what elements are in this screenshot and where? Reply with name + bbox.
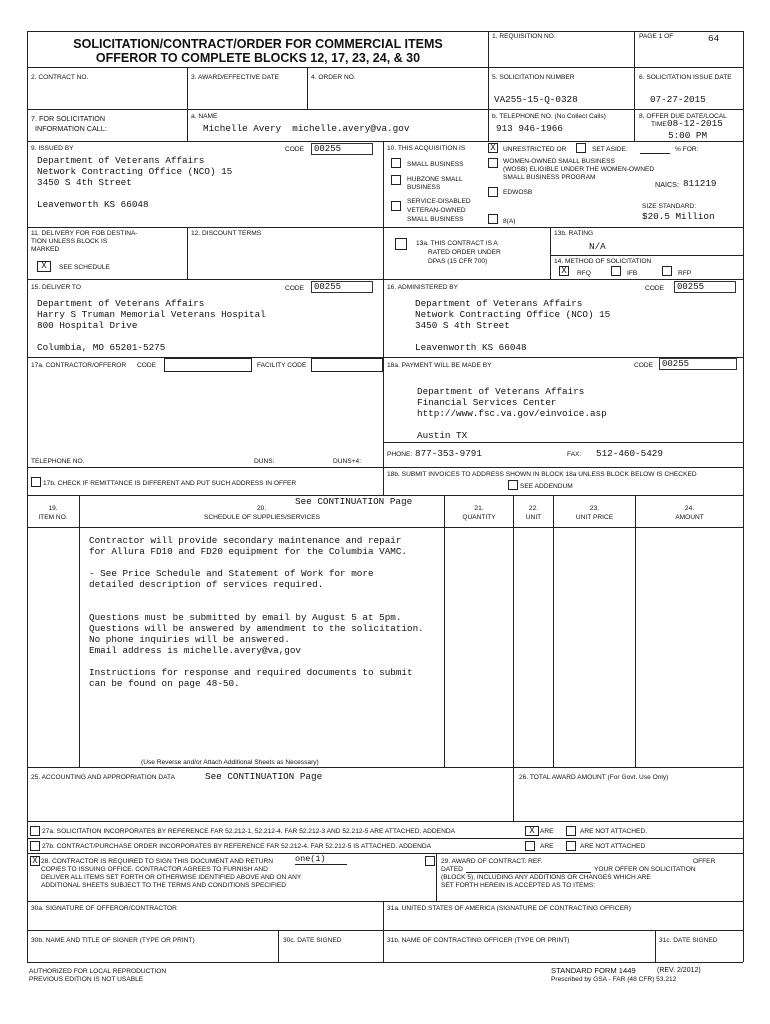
award-offer-label: OFFER bbox=[693, 858, 716, 865]
award-your-offer: YOUR OFFER ON SOLICITATION bbox=[594, 866, 696, 873]
frame-top bbox=[27, 31, 743, 32]
time-label: TIME bbox=[651, 121, 667, 128]
line bbox=[383, 357, 384, 495]
payment-code-label: CODE bbox=[634, 362, 654, 369]
line bbox=[27, 821, 743, 822]
issued-by-line1: Department of Veterans Affairs bbox=[37, 155, 205, 166]
accounting-value: See CONTINUATION Page bbox=[205, 771, 323, 782]
line bbox=[27, 357, 743, 358]
fax-label: FAX: bbox=[567, 451, 582, 458]
size-standard-value: $20.5 Million bbox=[642, 211, 715, 222]
offer-due-date: 08-12-2015 bbox=[667, 118, 723, 129]
payment-code: 00255 bbox=[659, 358, 737, 370]
line bbox=[444, 495, 445, 767]
eight-a-label: 8(A) bbox=[503, 218, 516, 225]
award-checkbox[interactable] bbox=[425, 856, 435, 866]
delivery-fob-label-3: MARKED bbox=[31, 246, 60, 253]
contractor-code-label: CODE bbox=[137, 362, 157, 369]
schedule-header: SCHEDULE OF SUPPLIES/SERVICES bbox=[203, 514, 321, 521]
eight-a-checkbox[interactable] bbox=[488, 214, 498, 224]
administered-by-line5: Leavenworth KS 66048 bbox=[415, 342, 527, 353]
ifb-checkbox[interactable] bbox=[611, 266, 621, 276]
award-line1: 29. AWARD OF CONTRACT: REF. bbox=[441, 858, 543, 865]
offer-due-time: 5:00 PM bbox=[668, 130, 708, 141]
contractor-sign-checkbox[interactable]: X bbox=[30, 856, 40, 866]
deliver-to-code: 00255 bbox=[311, 281, 373, 293]
line bbox=[27, 109, 743, 110]
facility-code-label: FACILITY CODE bbox=[257, 362, 307, 369]
line bbox=[655, 930, 656, 962]
payment-by-line5: Austin TX bbox=[417, 430, 468, 441]
schedule-text-11: Email address is michelle.avery@va,gov bbox=[89, 645, 302, 656]
schedule-num: 20. bbox=[257, 505, 267, 512]
line bbox=[307, 67, 308, 109]
wosb-label-1: WOMEN-OWNED SMALL BUSINESS bbox=[503, 158, 615, 165]
see-addendum-checkbox[interactable] bbox=[508, 480, 518, 490]
ifb-label: IFB bbox=[627, 270, 638, 277]
unit-price-header: UNIT PRICE bbox=[575, 514, 614, 521]
solicitation-number: VA255-15-Q-0328 bbox=[494, 94, 578, 105]
contractor-sign-line3: DELIVER ALL ITEMS SET FORTH OR OTHERWISE IDENTIFIED ABOVE AND ON ANY bbox=[41, 874, 302, 881]
contact-name-email: Michelle Avery michelle.avery@va.gov bbox=[203, 123, 410, 134]
hubzone-checkbox[interactable] bbox=[391, 175, 401, 185]
method-label: 14. METHOD OF SOLICITATION bbox=[554, 258, 652, 265]
line bbox=[383, 901, 384, 962]
addenda-are-label: ARE bbox=[540, 828, 554, 835]
rfp-checkbox[interactable] bbox=[662, 266, 672, 276]
edwosb-checkbox[interactable] bbox=[488, 187, 498, 197]
deliver-to-line2: Harry S Truman Memorial Veterans Hospital bbox=[37, 309, 266, 320]
unit-price-num: 23. bbox=[589, 505, 600, 512]
size-standard-label: SIZE STANDARD: bbox=[642, 203, 697, 210]
unit-header: UNIT bbox=[525, 514, 542, 521]
see-schedule-checkbox[interactable]: X bbox=[37, 261, 51, 272]
delivery-fob-label-2: TION UNLESS BLOCK IS bbox=[31, 238, 108, 245]
sdvosb-label-2: VETERAN-OWNED bbox=[407, 207, 466, 214]
rated-order-checkbox[interactable] bbox=[395, 238, 407, 250]
accounting-label: 25. ACCOUNTING AND APPROPRIATION DATA bbox=[31, 774, 175, 781]
line bbox=[27, 838, 743, 839]
frame-bottom bbox=[27, 962, 743, 963]
quantity-header: QUANTITY bbox=[462, 514, 496, 521]
contractor-code-field[interactable] bbox=[164, 358, 252, 372]
form-title-line1: SOLICITATION/CONTRACT/ORDER FOR COMMERCIAL ITEMS bbox=[73, 37, 443, 51]
deliver-to-code-label: CODE bbox=[285, 285, 305, 292]
rfq-checkbox[interactable]: X bbox=[559, 266, 569, 276]
set-aside-checkbox[interactable] bbox=[576, 143, 586, 153]
deliver-to-line5: Columbia, MO 65201-5275 bbox=[37, 342, 166, 353]
schedule-text-14: can be found on page 48-50. bbox=[89, 678, 240, 689]
form-title-line2: OFFEROR TO COMPLETE BLOCKS 12, 17, 23, 24, & 30 bbox=[95, 51, 421, 65]
administered-by-line1: Department of Veterans Affairs bbox=[415, 298, 583, 309]
issued-by-line3: 3450 S 4th Street bbox=[37, 177, 132, 188]
line bbox=[187, 67, 188, 109]
item-no-num: 19. bbox=[48, 505, 58, 512]
line bbox=[436, 853, 437, 901]
signer-name-label: 30b. NAME AND TITLE OF SIGNER (TYPE OR PRINT) bbox=[31, 937, 195, 944]
contractor-label: 17a. CONTRACTOR/OFFEROR bbox=[31, 362, 127, 369]
line bbox=[513, 495, 514, 767]
rated-order-label-3: DPAS (15 CFR 700) bbox=[428, 258, 488, 265]
acquisition-label: 10. THIS ACQUISITION IS bbox=[387, 145, 466, 152]
requisition-no-label: 1. REQUISITION NO. bbox=[492, 33, 556, 40]
clause-27b-checkbox[interactable] bbox=[30, 841, 40, 851]
see-schedule-label: SEE SCHEDULE bbox=[59, 264, 110, 271]
addenda-b-not-label: ARE NOT ATTACHED bbox=[580, 843, 646, 850]
naics-label: NAICS: bbox=[655, 180, 679, 189]
deliver-to-label: 15. DELIVER TO bbox=[31, 284, 81, 291]
pct-for-label: % FOR: bbox=[675, 146, 699, 153]
solicitation-number-label: 5. SOLICITATION NUMBER bbox=[492, 74, 575, 81]
line bbox=[27, 901, 743, 902]
line bbox=[187, 227, 188, 279]
rating-label: 13b. RATING bbox=[554, 230, 594, 237]
page-total: 64 bbox=[708, 33, 720, 44]
administered-by-line2: Network Contracting Office (NCO) 15 bbox=[415, 309, 611, 320]
order-no-label: 4. ORDER NO. bbox=[311, 74, 356, 81]
wosb-label-2: (WOSB) ELIGIBLE UNDER THE WOMEN-OWNED bbox=[503, 166, 655, 173]
addenda-b-not-checkbox[interactable] bbox=[566, 841, 576, 851]
sdvosb-label-1: SERVICE-DISABLED bbox=[407, 198, 471, 205]
line bbox=[187, 109, 188, 141]
line bbox=[278, 930, 279, 962]
contractor-sign-line4: ADDITIONAL SHEETS SUBJECT TO THE TERMS AND CONDITIONS SPECIFIED bbox=[41, 882, 286, 889]
set-aside-pct-line bbox=[640, 153, 670, 154]
page-label: PAGE 1 OF bbox=[639, 33, 674, 40]
footer-prescribed: Prescribed by GSA - FAR (48 CFR) 53.212 bbox=[551, 976, 677, 983]
issue-date: 07-27-2015 bbox=[650, 94, 706, 105]
for-solicitation-label: 7. FOR SOLICITATION bbox=[31, 114, 106, 123]
issued-by-label: 9. ISSUED BY bbox=[31, 145, 74, 152]
hubzone-label-1: HUBZONE SMALL bbox=[407, 176, 463, 183]
line bbox=[488, 31, 489, 141]
line bbox=[635, 495, 636, 767]
award-date-label: 3. AWARD/EFFECTIVE DATE bbox=[191, 74, 280, 81]
line bbox=[634, 31, 635, 67]
contract-no-label: 2. CONTRACT NO. bbox=[31, 74, 89, 81]
line bbox=[383, 141, 384, 357]
deliver-to-line1: Department of Veterans Affairs bbox=[37, 298, 205, 309]
line bbox=[27, 930, 743, 931]
clause-27a-label: 27a. SOLICITATION INCORPORATES BY REFERENCE FAR 52.212-1, 52.212-4. FAR 52.212-3 AND 52.212-5 ARE ATTACHED. ADDENDA bbox=[42, 828, 455, 835]
administered-by-code: 00255 bbox=[674, 281, 736, 293]
administered-by-label: 16. ADMINISTERED BY bbox=[387, 284, 459, 291]
addenda-b-are-label: ARE bbox=[540, 843, 554, 850]
line bbox=[27, 467, 743, 468]
award-dated-line bbox=[466, 872, 591, 873]
award-line4: SET FORTH HEREIN IS ACCEPTED AS TO ITEMS: bbox=[441, 882, 596, 889]
duns4-label: DUNS+4: bbox=[333, 458, 362, 465]
line bbox=[634, 67, 635, 141]
addenda-not-checkbox[interactable] bbox=[566, 826, 576, 836]
award-line3: (BLOCK 5), INCLUDING ANY ADDITIONS OR CHANGES WHICH ARE bbox=[441, 874, 651, 881]
amount-header: AMOUNT bbox=[675, 514, 704, 521]
telephone-label: b. TELEPHONE NO. (No Collect Calls) bbox=[492, 113, 606, 120]
telephone-value: 913 946-1966 bbox=[496, 123, 563, 134]
footer-form-name: STANDARD FORM 1449 bbox=[551, 966, 636, 975]
award-dated-label: DATED bbox=[441, 866, 463, 873]
edwosb-label: EDWOSB bbox=[503, 189, 533, 196]
phone-label: PHONE: bbox=[387, 451, 413, 458]
code-label: CODE bbox=[285, 146, 305, 153]
payment-by-line2: Financial Services Center bbox=[417, 397, 557, 408]
wosb-label-3: SMALL BUSINESS PROGRAM bbox=[503, 174, 596, 181]
contractor-sign-line1: 28. CONTRACTOR IS REQUIRED TO SIGN THIS DOCUMENT AND RETURN bbox=[41, 858, 274, 865]
unrestricted-checkbox[interactable]: X bbox=[488, 143, 498, 153]
rating-value: N/A bbox=[589, 241, 606, 252]
officer-date-label: 31c. DATE SIGNED bbox=[659, 937, 718, 944]
line bbox=[383, 442, 743, 443]
small-business-checkbox[interactable] bbox=[391, 158, 401, 168]
small-business-label: SMALL BUSINESS bbox=[407, 161, 464, 168]
officer-signature-label: 31a. UNITED STATES OF AMERICA (SIGNATURE OF CONTRACTING OFFICER) bbox=[387, 905, 631, 912]
offeror-signature-label: 30a. SIGNATURE OF OFFEROR/CONTRACTOR bbox=[31, 905, 177, 912]
fax-value: 512-460-5429 bbox=[596, 448, 663, 459]
hubzone-label-2: BUSINESS bbox=[407, 184, 441, 191]
amount-num: 24. bbox=[684, 505, 695, 512]
total-award-label: 26. TOTAL AWARD AMOUNT (For Govt. Use Only) bbox=[519, 774, 669, 781]
item-no-header: ITEM NO. bbox=[38, 514, 68, 521]
line bbox=[550, 227, 551, 279]
issued-by-line2: Network Contracting Office (NCO) 15 bbox=[37, 166, 233, 177]
addenda-are-checkbox[interactable]: X bbox=[525, 826, 539, 836]
schedule-continuation: See CONTINUATION Page bbox=[295, 496, 413, 507]
clause-27b-label: 27b. CONTRACT/PURCHASE ORDER INCORPORATES BY REFERENCE FAR 52.212-4. FAR 52.212-5 IS ATTACHED. ADDENDA bbox=[42, 843, 432, 850]
payment-by-line3: http://www.fsc.va.gov/einvoice.asp bbox=[417, 408, 607, 419]
wosb-checkbox[interactable] bbox=[488, 158, 498, 168]
unrestricted-label: UNRESTRICTED OR bbox=[503, 146, 567, 153]
schedule-text-13: Instructions for response and required documents to submit bbox=[89, 667, 413, 678]
submit-invoices-label: 18b. SUBMIT INVOICES TO ADDRESS SHOWN IN BLOCK 18a UNLESS BLOCK BELOW IS CHECKED bbox=[387, 471, 697, 478]
sdvosb-checkbox[interactable] bbox=[391, 201, 401, 211]
naics-value: 811219 bbox=[683, 178, 717, 189]
sdvosb-label-3: SMALL BUSINESS bbox=[407, 216, 464, 223]
addenda-not-label: ARE NOT ATTACHED. bbox=[580, 828, 648, 835]
line bbox=[550, 255, 743, 256]
phone-value: 877-353-9791 bbox=[415, 448, 482, 459]
schedule-text-10: No phone inquiries will be answered. bbox=[89, 634, 290, 645]
rfq-label: RFQ bbox=[577, 270, 591, 277]
footer-previous: PREVIOUS EDITION IS NOT USABLE bbox=[29, 976, 144, 983]
see-addendum-label: SEE ADDENDUM bbox=[520, 483, 573, 490]
offer-due-label: 8. OFFER DUE DATE/LOCAL bbox=[639, 113, 727, 120]
issued-by-code: 00255 bbox=[311, 143, 373, 155]
line bbox=[27, 227, 743, 228]
information-call-label: INFORMATION CALL: bbox=[35, 124, 107, 133]
offeror-date-label: 30c. DATE SIGNED bbox=[283, 937, 342, 944]
line bbox=[27, 767, 743, 768]
footer-authorized: AUTHORIZED FOR LOCAL REPRODUCTION bbox=[29, 968, 167, 975]
frame-right bbox=[743, 31, 744, 962]
schedule-text-5: detailed description of services required. bbox=[89, 579, 324, 590]
issued-by-line5: Leavenworth KS 66048 bbox=[37, 199, 149, 210]
line bbox=[553, 495, 554, 767]
schedule-text-4: - See Price Schedule and Statement of Work for more bbox=[89, 568, 374, 579]
set-aside-label: SET ASIDE: bbox=[592, 146, 628, 153]
line bbox=[27, 67, 743, 68]
copies-count: one(1) bbox=[295, 854, 347, 865]
quantity-num: 21. bbox=[474, 505, 484, 512]
remittance-label: 17b. CHECK IF REMITTANCE IS DIFFERENT AND PUT SUCH ADDRESS IN OFFER bbox=[43, 480, 297, 487]
clause-27a-checkbox[interactable] bbox=[30, 826, 40, 836]
name-label: a. NAME bbox=[191, 113, 218, 120]
line bbox=[27, 527, 743, 528]
administered-by-line3: 3450 S 4th Street bbox=[415, 320, 510, 331]
discount-terms-label: 12. DISCOUNT TERMS bbox=[191, 230, 262, 237]
payment-by-label: 18a. PAYMENT WILL BE MADE BY bbox=[387, 362, 492, 369]
unit-num: 22. bbox=[528, 505, 539, 512]
facility-code-field[interactable] bbox=[311, 358, 383, 372]
rated-order-label-1: 13a. THIS CONTRACT IS A bbox=[416, 240, 498, 247]
reverse-note: (Use Reverse and/or Attach Additional Sheets as Necessary) bbox=[141, 759, 319, 766]
frame-left bbox=[27, 31, 28, 962]
line bbox=[27, 279, 743, 280]
footer-revision: (REV. 2/2012) bbox=[657, 967, 701, 974]
remittance-checkbox[interactable] bbox=[31, 477, 41, 487]
delivery-fob-label-1: 11. DELIVERY FOR FOB DESTINA- bbox=[31, 230, 138, 237]
contractor-sign-line2: COPIES TO ISSUING OFFICE. CONTRACTOR AGREES TO FURNISH AND bbox=[41, 866, 268, 873]
deliver-to-line3: 800 Hospital Drive bbox=[37, 320, 138, 331]
issue-date-label: 6. SOLICITATION ISSUE DATE bbox=[639, 74, 732, 81]
line bbox=[513, 767, 514, 821]
schedule-text-1: Contractor will provide secondary maintenance and repair bbox=[89, 535, 402, 546]
schedule-text-8: Questions must be submitted by email by August 5 at 5pm. bbox=[89, 612, 402, 623]
line bbox=[27, 853, 743, 854]
schedule-text-2: for Allura FD10 and FD20 equipment for the Columbia VAMC. bbox=[89, 546, 408, 557]
schedule-text-9: Questions will be answered by amendment to the solicitation. bbox=[89, 623, 424, 634]
rated-order-label-2: RATED ORDER UNDER bbox=[428, 249, 501, 256]
payment-by-line1: Department of Veterans Affairs bbox=[417, 386, 585, 397]
officer-name-label: 31b. NAME OF CONTRACTING OFFICER (TYPE OR PRINT) bbox=[387, 937, 570, 944]
rfp-label: RFP bbox=[678, 270, 692, 277]
telephone-no-label: TELEPHONE NO. bbox=[31, 458, 85, 465]
line bbox=[27, 141, 743, 142]
administered-code-label: CODE bbox=[645, 285, 665, 292]
duns-label: DUNS: bbox=[254, 458, 275, 465]
line bbox=[79, 495, 80, 767]
addenda-b-are-checkbox[interactable] bbox=[525, 841, 535, 851]
